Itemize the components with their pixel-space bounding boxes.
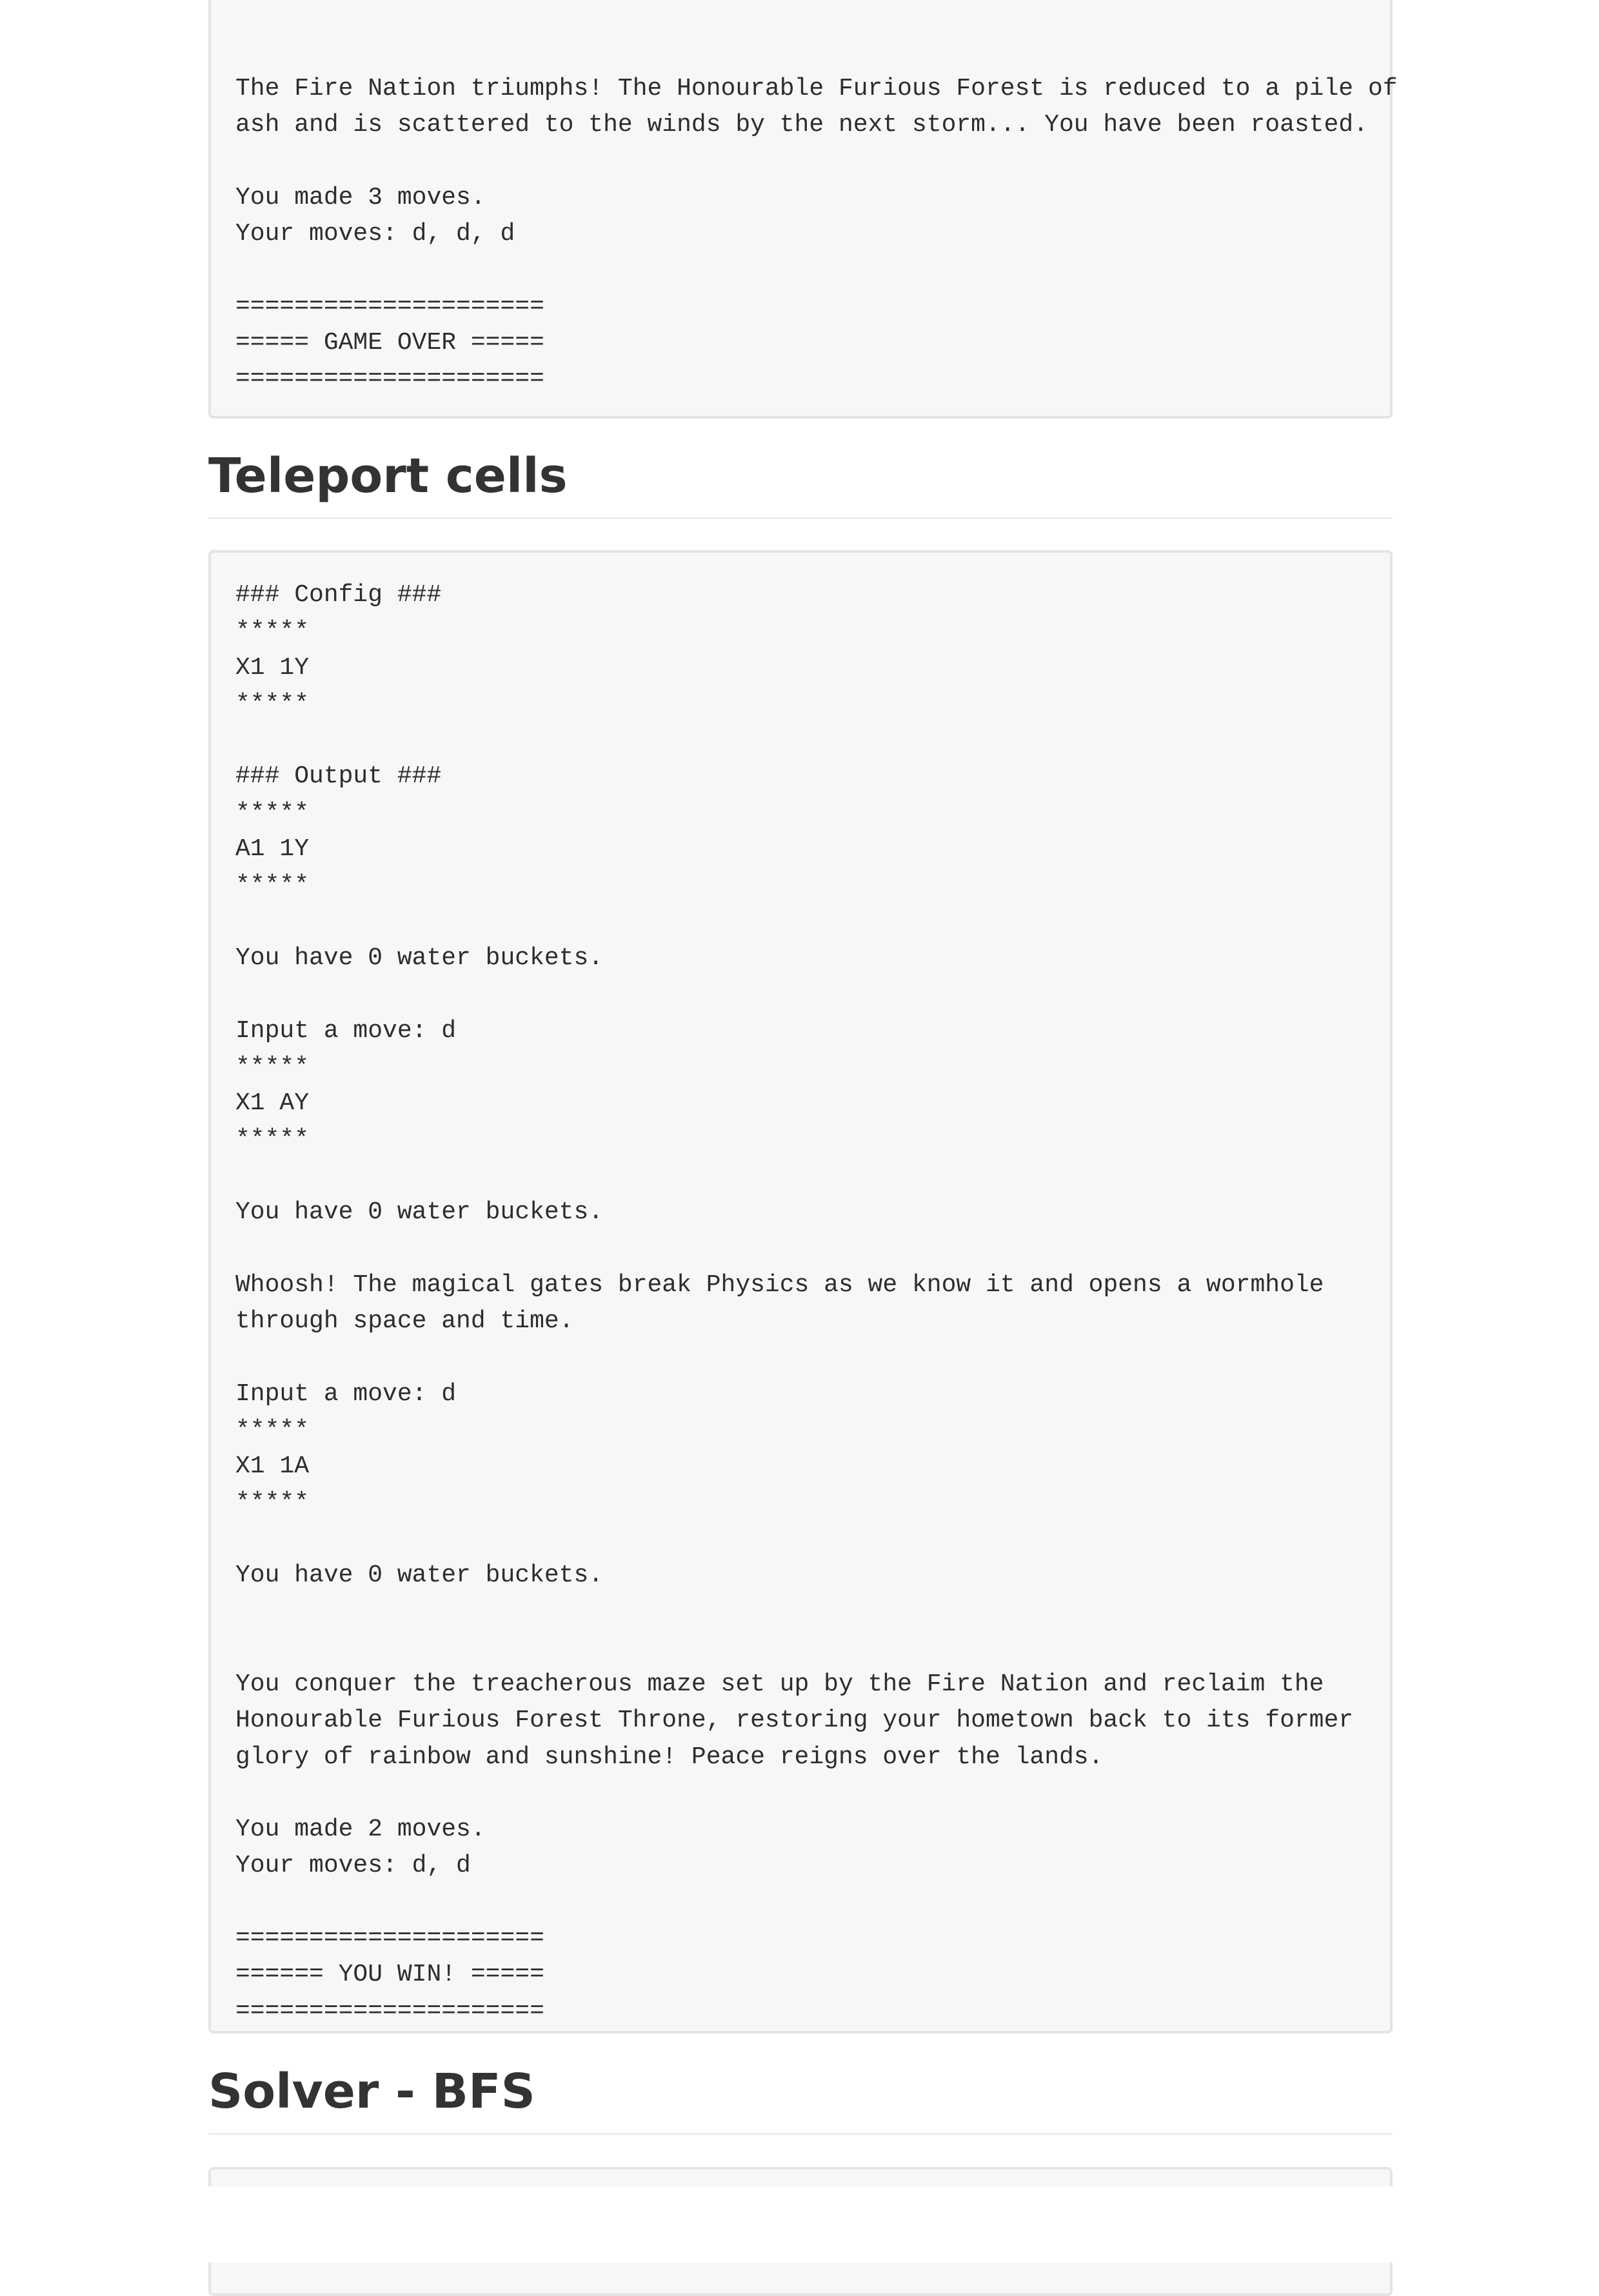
- code-line: You conquer the treacherous maze set up by the Fire Nation and reclaim the: [235, 1670, 1324, 1698]
- page-bottom-margin: [0, 2186, 1599, 2262]
- code-line: glory of rainbow and sunshine! Peace reigns over the lands.: [235, 1743, 1104, 1771]
- code-line: You made 2 moves.: [235, 1816, 486, 1844]
- code-line: Honourable Furious Forest Throne, restoring your hometown back to its former: [235, 1707, 1354, 1735]
- code-line: *****: [235, 689, 310, 718]
- code-line: *****: [235, 1125, 310, 1154]
- code-line: X1 1A: [235, 1452, 310, 1481]
- code-line: Your moves: d, d, d: [235, 220, 515, 248]
- code-line: *****: [235, 1489, 310, 1517]
- code-line: [235, 1521, 1366, 1558]
- code-line: You made 3 moves.: [235, 183, 486, 212]
- code-line: *****: [235, 871, 310, 900]
- section-heading-teleport-cells: Teleport cells: [208, 447, 1393, 519]
- code-line: [235, 1630, 1366, 1667]
- code-line: ===== GAME OVER =====: [235, 329, 544, 357]
- code-line: ====== YOU WIN! =====: [235, 1961, 544, 1989]
- game-over-output-block: [208, 0, 1398, 419]
- code-line: You have 0 water buckets.: [235, 1561, 604, 1590]
- code-line: X1 AY: [235, 1089, 310, 1118]
- teleport-cells-code-block: [208, 550, 1393, 2034]
- code-line: Your moves: d, d: [235, 1852, 471, 1880]
- code-line: You have 0 water buckets.: [235, 944, 604, 972]
- code-line: ### Config ###: [235, 581, 442, 609]
- code-line: [235, 976, 1366, 1013]
- code-line: [235, 1594, 1366, 1630]
- code-line: [235, 904, 1366, 940]
- code-line: [235, 722, 1366, 758]
- code-line: A1 1Y: [235, 835, 310, 864]
- code-line: The Fire Nation triumphs! The Honourable Furious Forest is reduced to a pile of: [235, 75, 1398, 103]
- code-line: *****: [235, 617, 310, 646]
- code-line: through space and time.: [235, 1307, 574, 1335]
- code-line: ash and is scattered to the winds by the next storm... You have been roasted.: [235, 111, 1368, 139]
- code-line: *****: [235, 1053, 310, 1081]
- code-line: X1 1Y: [235, 653, 310, 682]
- code-line: =====================: [235, 1997, 544, 2025]
- code-line: =====================: [235, 1924, 544, 1952]
- code-line: *****: [235, 1416, 310, 1444]
- code-line: [235, 1776, 1366, 1812]
- code-line: Input a move: d: [235, 1380, 457, 1408]
- code-line: [235, 1885, 1366, 1921]
- code-line: Input a move: d: [235, 1016, 457, 1045]
- section-heading-solver-bfs: Solver - BFS: [208, 2063, 1393, 2135]
- code-line: =====================: [235, 292, 544, 321]
- code-line: *****: [235, 798, 310, 827]
- code-line: ### Output ###: [235, 762, 442, 791]
- code-line: [235, 144, 1366, 180]
- code-line: You have 0 water buckets.: [235, 1198, 604, 1227]
- code-line: Whoosh! The magical gates break Physics as we know it and opens a wormhole: [235, 1271, 1324, 1299]
- code-line: =====================: [235, 365, 544, 393]
- code-line: [235, 1231, 1366, 1267]
- code-line: [235, 1158, 1366, 1194]
- code-line: [235, 1340, 1366, 1376]
- code-line: [235, 252, 1366, 288]
